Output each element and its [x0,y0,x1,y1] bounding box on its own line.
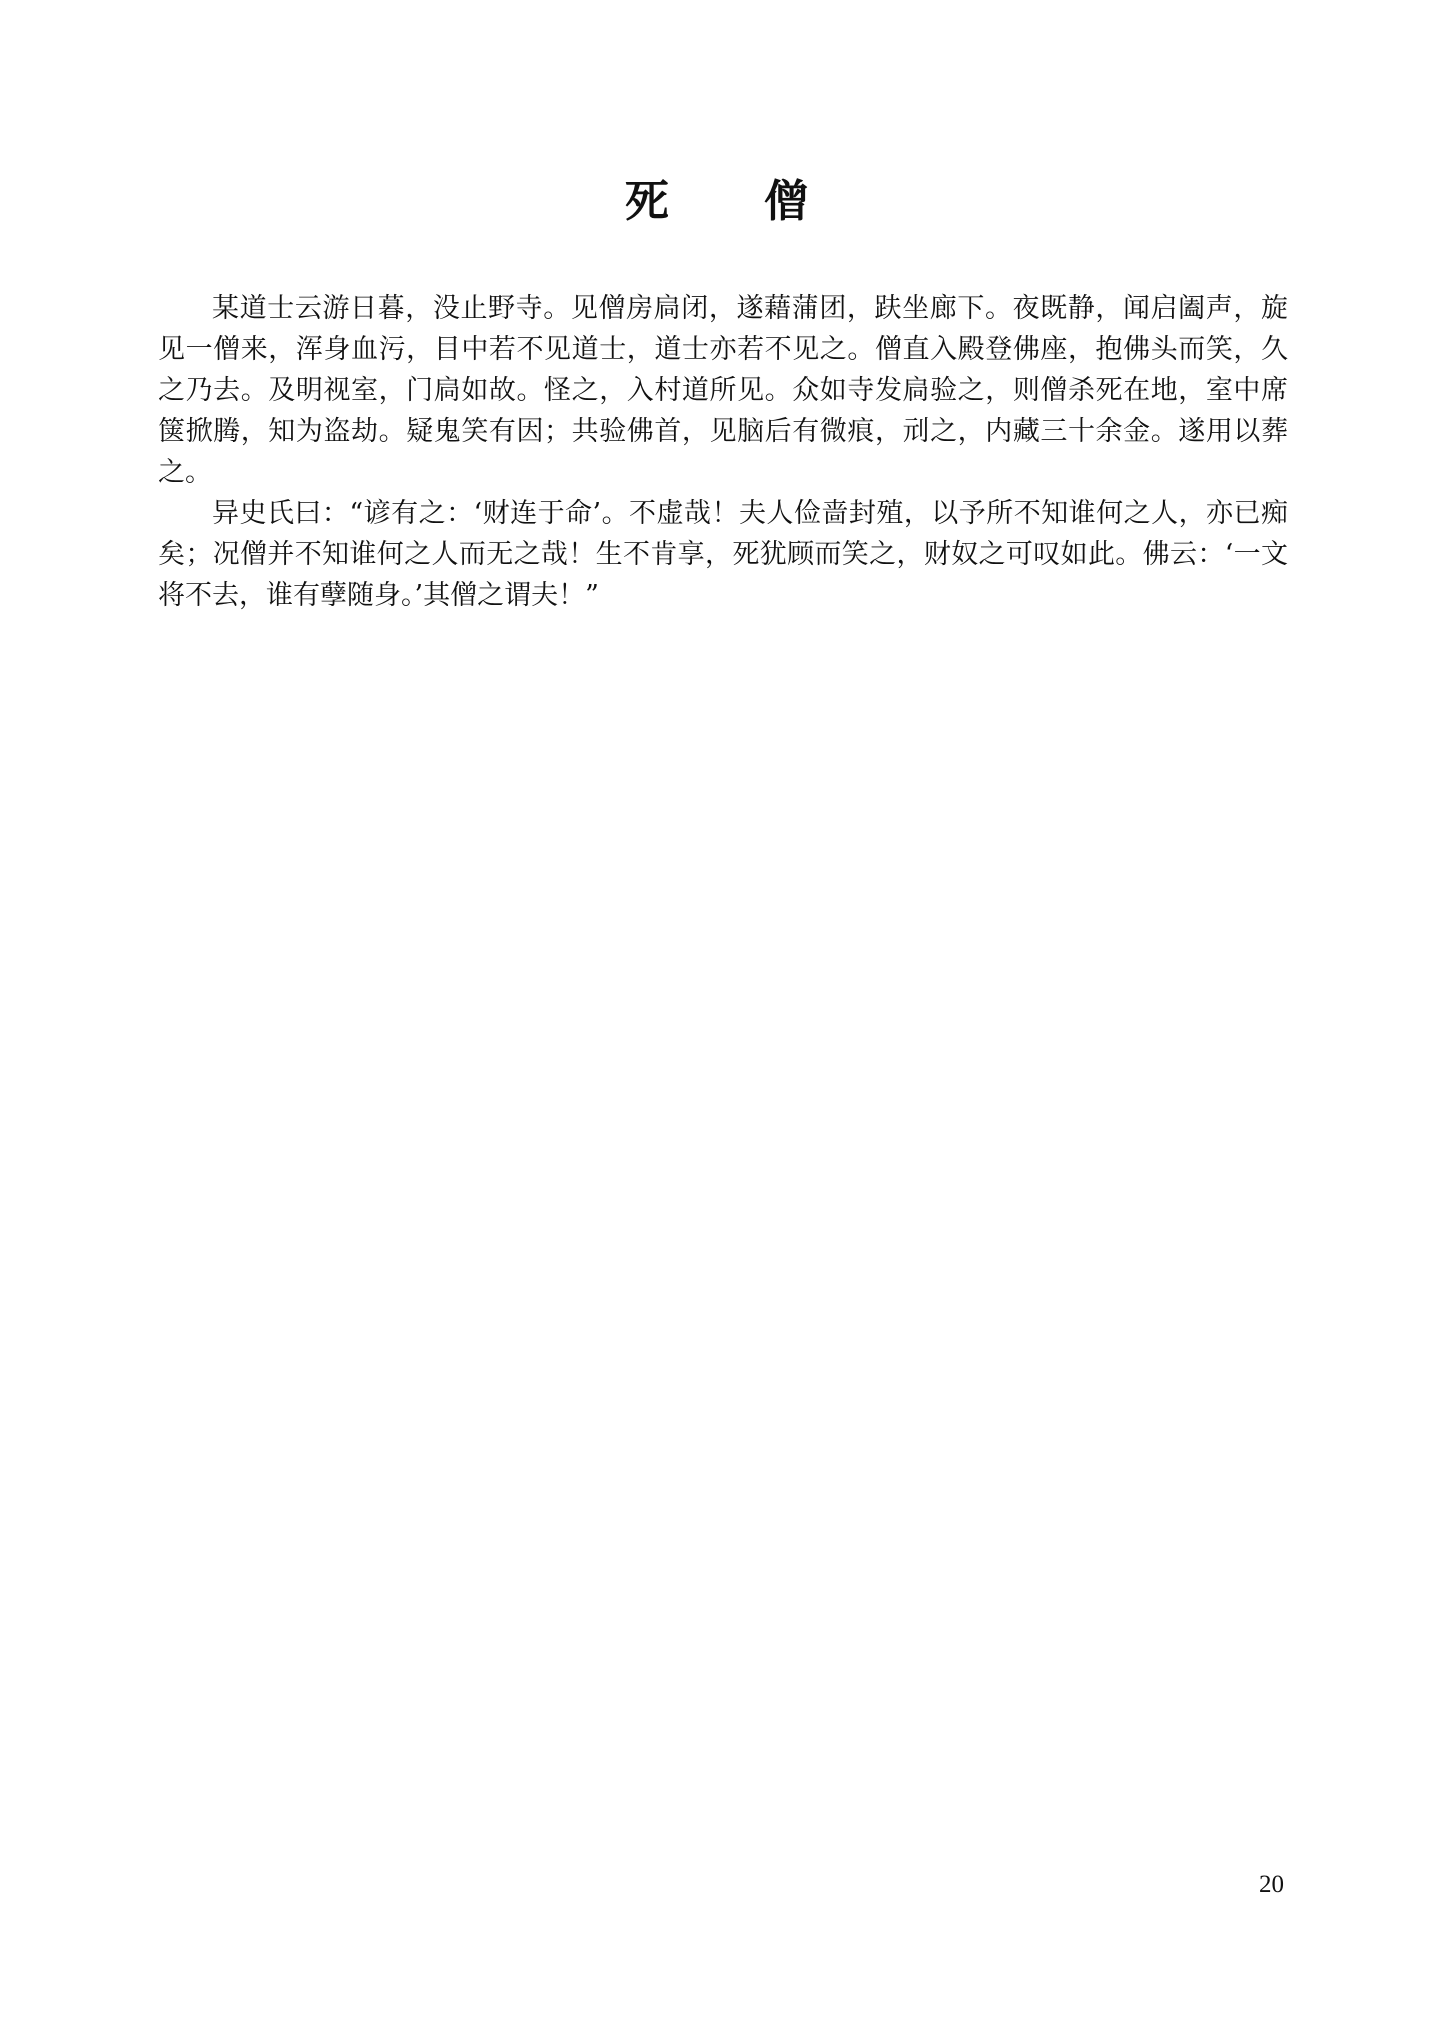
body-text [158,288,1288,616]
paragraph-story: 某道士云游日暮，没止野寺。见僧房扃闭，遂藉蒲团，趺坐廊下。夜既静，闻启阖声，旋见一僧来，浑身血污，目中若不见道士，道士亦若不见之。僧直入殿登佛座，抱佛头而笑，久之乃去。及明视室，门扃如故。怪之，入村道所见。众如寺发扃验之，则僧杀死在地，室中席箧掀腾，知为盗劫。疑鬼笑有因；共验佛首，见脑后有微痕，刓之，内藏三十余金。遂用以葬之。 [158,293,1288,488]
page-title: 死 僧 [624,176,849,227]
paragraph-commentary: 异史氏曰：“谚有之：‘财连于命’。不虚哉！夫人俭啬封殖，以予所不知谁何之人，亦已痴矣；况僧并不知谁何之人而无之哉！生不肯享，死犹顾而笑之，财奴之可叹如此。佛云：‘一文将不去，谁有孽随身。’其僧之谓夫！” [158,498,1288,611]
page-number: 20 [1259,1871,1284,1898]
